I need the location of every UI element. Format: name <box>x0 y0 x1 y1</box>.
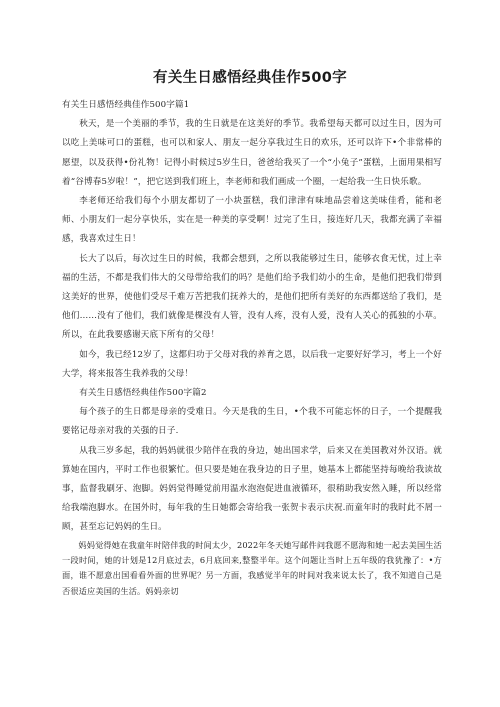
document-title: 有关生日感悟经典佳作500字 <box>153 70 347 86</box>
paragraph: 从我三岁多起，我的妈妈就很少陪伴在我的身边，她出国求学，后来又在美国教对外汉语。就算她在国内，平时工作也很繁忙。但只要是她在我身边的日子里，她基本上都能坚持每晚给我读故事，监督我刷牙、泡脚。妈妈觉得睡觉前用温水泡泡促进血液循环，很稍助我安然入睡，所以经常给我端泡脚水。在国外时，每年我的生日她都会寄给我一张贺卡表示庆祝.而童年时的我时此不屑一顾，甚至忘记妈妈的生日。 <box>62 445 442 533</box>
paragraph: 如今，我已经12岁了，这都归功于父母对我的养育之恩，以后我一定要好好学习，考上一个好大学，将来报答生我养我的父母！ <box>62 349 442 379</box>
section-heading-2: 有关生日感悟经典佳作500字篇2 <box>79 388 207 399</box>
paragraph: 长大了以后，每次过生日的时候，我都会想到，之所以我能够过生日，能够衣食无忧，过上幸福的生活，不都是我们伟大的父母带给我们的吗？是他们给予我们幼小的生命，是他们把我们带到这美好的世界，使他们受尽千难万苦把我们抚养大的，是他们把所有美好的东西都送给了我们，是他们……没有了他们，我们就像是棵没有人管，没有人疼，没有人爱，没有人关心的孤独的小草。所以，在此我要感谢天底下所有的父母！ <box>62 253 442 341</box>
paragraph: 妈妈觉得她在我童年时陪伴我的时间太少，2022年冬天她写邮件问我愿不愿海和她一起去美国生活一段时间，她的计划是12月底过去，6月底回来,整整半年。这个问题让当时上五年级的我犹豫了：•方面，谁不愿意出国看看外面的世界呢？另一方面，我感觉半年的时间对我来说太长了，我不知道自己是否很适应美国的生活。妈妈亲切 <box>62 539 442 596</box>
section-heading-1: 有关生日感悟经典佳作500字篇1 <box>62 100 190 110</box>
paragraph: 李老师还给我们每个小朋友都切了一小块蛋糕，我们津津有味地品尝着这美味佳肴，能和老师、小朋友们一起分享快乐，实在是一种美的享受啊！过完了生日，接连好几天，我都充满了幸福感，我喜欢过生日！ <box>62 196 442 245</box>
paragraph: 秋天，是一个美丽的季节，我的生日就是在这美好的季节。我希望每天都可以过生日，因为可以吃上美味可口的蛋糕，也可以和家人、朋友一起分享我过生日的欢乐，还可以许下•个非常棒的愿望，以及获得•份礼物！记得小时候过5岁生日，爸爸给我买了一个“小兔子”蛋糕，上面用果相写着“谷博春5岁啦！”，把它送到我们班上，李老师和我们画成一个圈，一起给我一生日快乐歌。 <box>62 119 442 187</box>
document-body <box>62 96 442 599</box>
paragraph: 每个孩子的生日都是母亲的受难日。今天是我的生日，•个我不可能忘怀的日子，一个提醒我要铭记母亲对我的关强的日子. <box>62 407 442 437</box>
